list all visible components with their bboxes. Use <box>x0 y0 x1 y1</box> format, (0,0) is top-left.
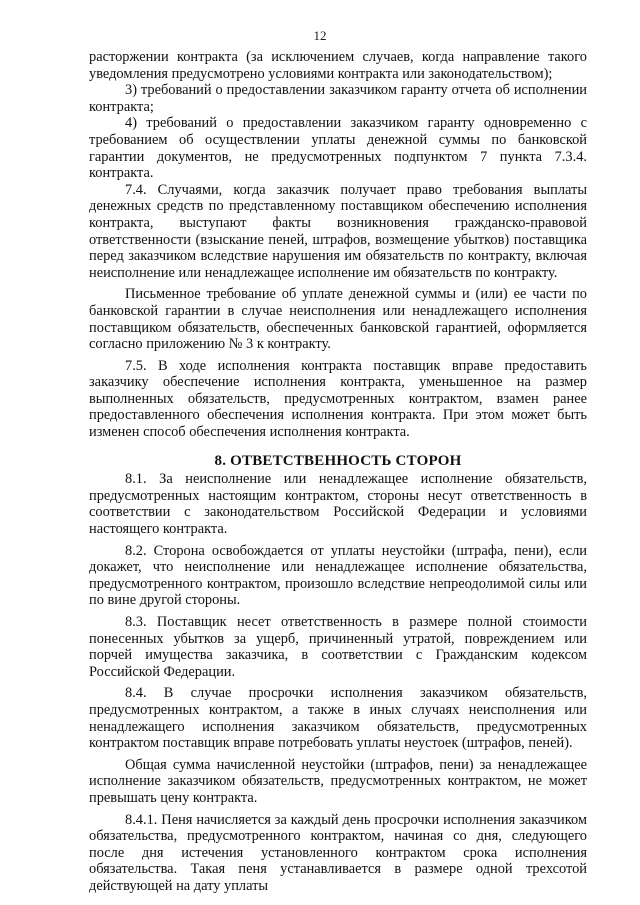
paragraph-continuation: расторжении контракта (за исключением случаев, когда направление такого уведомления предусмотрено условиями контракта или законодательством); <box>89 49 587 82</box>
paragraph-written-demand: Письменное требование об уплате денежной суммы и (или) ее части по банковской гарантии в случае неисполнения или ненадлежащего исполнения поставщиком обязательств, обеспеченных банковской гарантией, оформляется согласно приложению № 3 к контракту. <box>89 286 587 353</box>
section-heading: 8. ОТВЕТСТВЕННОСТЬ СТОРОН <box>214 452 462 469</box>
paragraph-8-4: 8.4. В случае просрочки исполнения заказчиком обязательств, предусмотренных контрактом, а также в иных случаях неисполнения или ненадлежащего исполнения заказчиком обязательств, предусмотренных контрактом поставщик вправе потребовать уплаты неустоек (штрафов, пеней). <box>89 685 587 752</box>
paragraph-item-4: 4) требований о предоставлении заказчиком гаранту одновременно с требованием об осуществлении уплаты денежной суммы по банковской гарантии документов, не предусмотренных подпунктом 7 пункта 7.3.4. контракта. <box>89 115 587 182</box>
page-number: 12 <box>313 28 327 43</box>
paragraph-penalty-cap: Общая сумма начисленной неустойки (штрафов, пени) за ненадлежащее исполнение заказчиком обязательств, предусмотренных контрактом, не может превышать цену контракта. <box>89 756 587 806</box>
paragraph-7-5: 7.5. В ходе исполнения контракта поставщик вправе предоставить заказчику обеспечение исполнения контракта, уменьшенное на размер выполненных обязательств, предусмотренных контрактом, взамен ранее предоставленного обеспечения исполнения контракта. При этом может быть изменен способ обеспечения исполнения контракта. <box>89 357 587 441</box>
paragraph-8-4-1: 8.4.1. Пеня начисляется за каждый день просрочки исполнения заказчиком обязательства, предусмотренного контрактом, начиная со дня, следующего после дня истечения установленного контрактом срока исполнения обязательства. Такая пеня устанавливается в размере одной трехсотой действующей на дату уплаты <box>89 811 587 894</box>
paragraph-8-1: 8.1. За неисполнение или ненадлежащее исполнение обязательств, предусмотренных настоящим контрактом, стороны несут ответственность в соответствии с законодательством Российской Федерации и условиями настоящего контракта. <box>89 471 587 538</box>
paragraph-7-4: 7.4. Случаями, когда заказчик получает право требования выплаты денежных средств по представленному поставщиком обеспечению исполнения контракта, выступают факты возникновения гражданско-правовой ответственности (взыскание пеней, штрафов, возмещение убытков) поставщика перед заказчиком вследствие нарушения им обязательств по контракту, включая неисполнение или ненадлежащее исполнение им обязательств по контракту. <box>89 181 587 281</box>
document-body <box>89 49 587 895</box>
paragraph-item-3: 3) требований о предоставлении заказчиком гаранту отчета об исполнении контракта; <box>89 82 587 115</box>
paragraph-8-2: 8.2. Сторона освобождается от уплаты неустойки (штрафа, пени), если докажет, что неисполнение или ненадлежащее исполнение обязательства, предусмотренного контрактом, произошло вследствие непреодолимой силы или по вине другой стороны. <box>89 542 587 609</box>
paragraph-8-3: 8.3. Поставщик несет ответственность в размере полной стоимости понесенных убытков за ущерб, причиненный утратой, повреждением или порчей имущества заказчика, в соответствии с Гражданским кодексом Российской Федерации. <box>89 614 587 680</box>
